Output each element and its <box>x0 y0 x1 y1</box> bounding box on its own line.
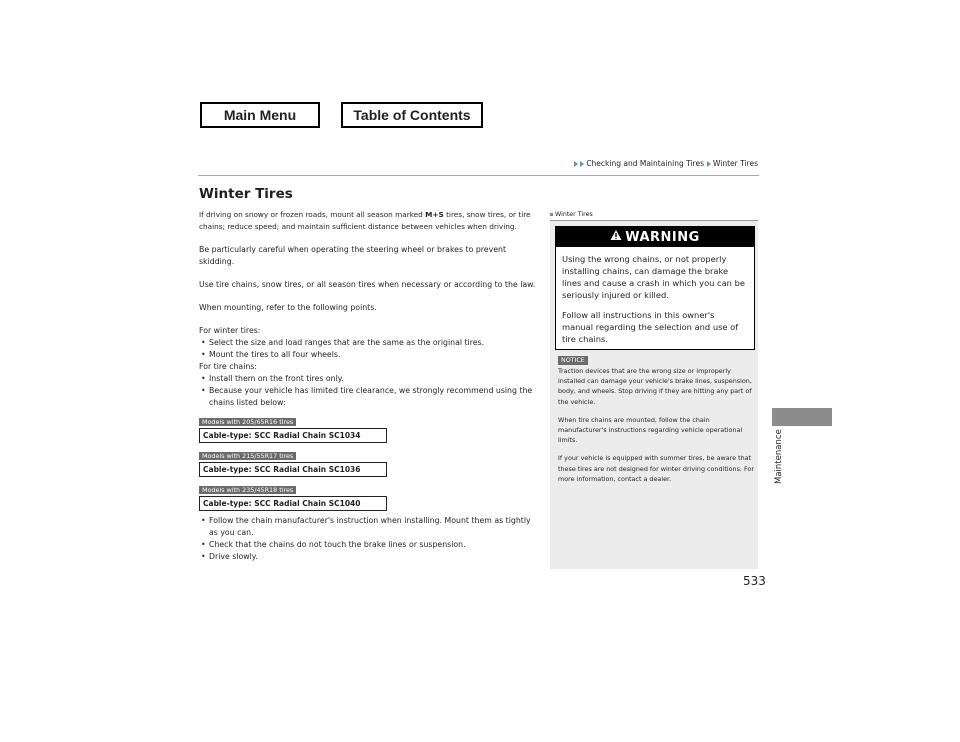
sidebar-notes <box>550 208 758 569</box>
section-tab <box>772 429 786 492</box>
list-item: • Check that the chains do not touch the brake lines or suspension. <box>199 539 541 551</box>
model-tag: Models with 235/45R18 tires <box>199 486 296 494</box>
section-tab-label: Maintenance <box>774 429 784 484</box>
warning-icon <box>610 229 622 245</box>
list-item: • Drive slowly. <box>199 551 541 563</box>
list-item: • Select the size and load ranges that are the same as the original tires. <box>199 337 541 349</box>
breadcrumb <box>574 159 758 168</box>
arrow-icon <box>574 161 578 167</box>
breadcrumb-parent[interactable]: Checking and Maintaining Tires <box>586 159 704 168</box>
notice-text: Traction devices that are the wrong size or improperly installed can damage your vehicle's brake lines, suspension, body, and wheels. Stop driving if they are hitting any part of the vehicle. When tire chains are mounted, follow the chain manufacturer's instructions regarding vehicle operational limits. If your vehicle is equipped with summer tires, be aware that these tires are not designed for winter driving conditions. For more information, contact a dealer. <box>558 367 754 483</box>
section-tab-marker <box>772 408 832 426</box>
winter-tires-heading: For winter tires: <box>199 326 261 335</box>
paragraph-3: Use tire chains, snow tires, or all season tires when necessary or according to the law. <box>199 280 536 289</box>
arrow-icon <box>707 161 711 167</box>
paragraph-2: Be particularly careful when operating the steering wheel or brakes to prevent skidding. <box>199 245 507 266</box>
list-item: • Install them on the front tires only. <box>199 373 541 385</box>
list-item: • Because your vehicle has limited tire clearance, we strongly recommend using the chains listed below: <box>199 385 541 409</box>
model-tag: Models with 215/55R17 tires <box>199 452 296 460</box>
chain-box: Cable-type: SCC Radial Chain SC1034 <box>199 428 387 443</box>
note-marker-icon <box>550 213 553 216</box>
winter-tires-list <box>199 325 541 409</box>
page-title: Winter Tires <box>199 186 293 202</box>
paragraph-4: When mounting, refer to the following points. <box>199 303 377 312</box>
warning-header: WARNING <box>556 227 754 247</box>
main-menu-button[interactable]: Main Menu <box>200 102 320 128</box>
notice-badge: NOTICE <box>558 356 588 365</box>
list-item: • Mount the tires to all four wheels. <box>199 349 541 361</box>
model-chain-1 <box>199 409 541 443</box>
list-item: • Follow the chain manufacturer's instruction when installing. Mount them as tightly as you can. <box>199 515 541 539</box>
more-items-list <box>199 515 541 563</box>
sidebar-head: Winter Tires <box>550 208 758 221</box>
model-chain-3 <box>199 477 541 511</box>
paragraph-1: If driving on snowy or frozen roads, mount all season marked M+S tires, snow tires, or tire chains; reduce speed; and maintain sufficient distance between vehicles when driving. <box>199 210 531 231</box>
page-number: 533 <box>743 574 766 588</box>
header-rule <box>198 175 759 176</box>
main-content <box>199 186 541 563</box>
ms-marking: M+S <box>425 210 444 219</box>
warning-box <box>555 226 755 350</box>
model-chain-2 <box>199 443 541 477</box>
arrow-icon <box>580 161 584 167</box>
chain-box: Cable-type: SCC Radial Chain SC1040 <box>199 496 387 511</box>
tire-chains-heading: For tire chains: <box>199 362 257 371</box>
warning-body: Using the wrong chains, or not properly installing chains, can damage the brake lines and cause a crash in which you can be seriously injured or killed. Follow all instructions in this owner's manual regarding the selection and use of tire chains. <box>562 254 745 344</box>
model-tag: Models with 205/65R16 tires <box>199 418 296 426</box>
table-of-contents-button[interactable]: Table of Contents <box>341 102 483 128</box>
breadcrumb-current[interactable]: Winter Tires <box>713 159 758 168</box>
chain-box: Cable-type: SCC Radial Chain SC1036 <box>199 462 387 477</box>
